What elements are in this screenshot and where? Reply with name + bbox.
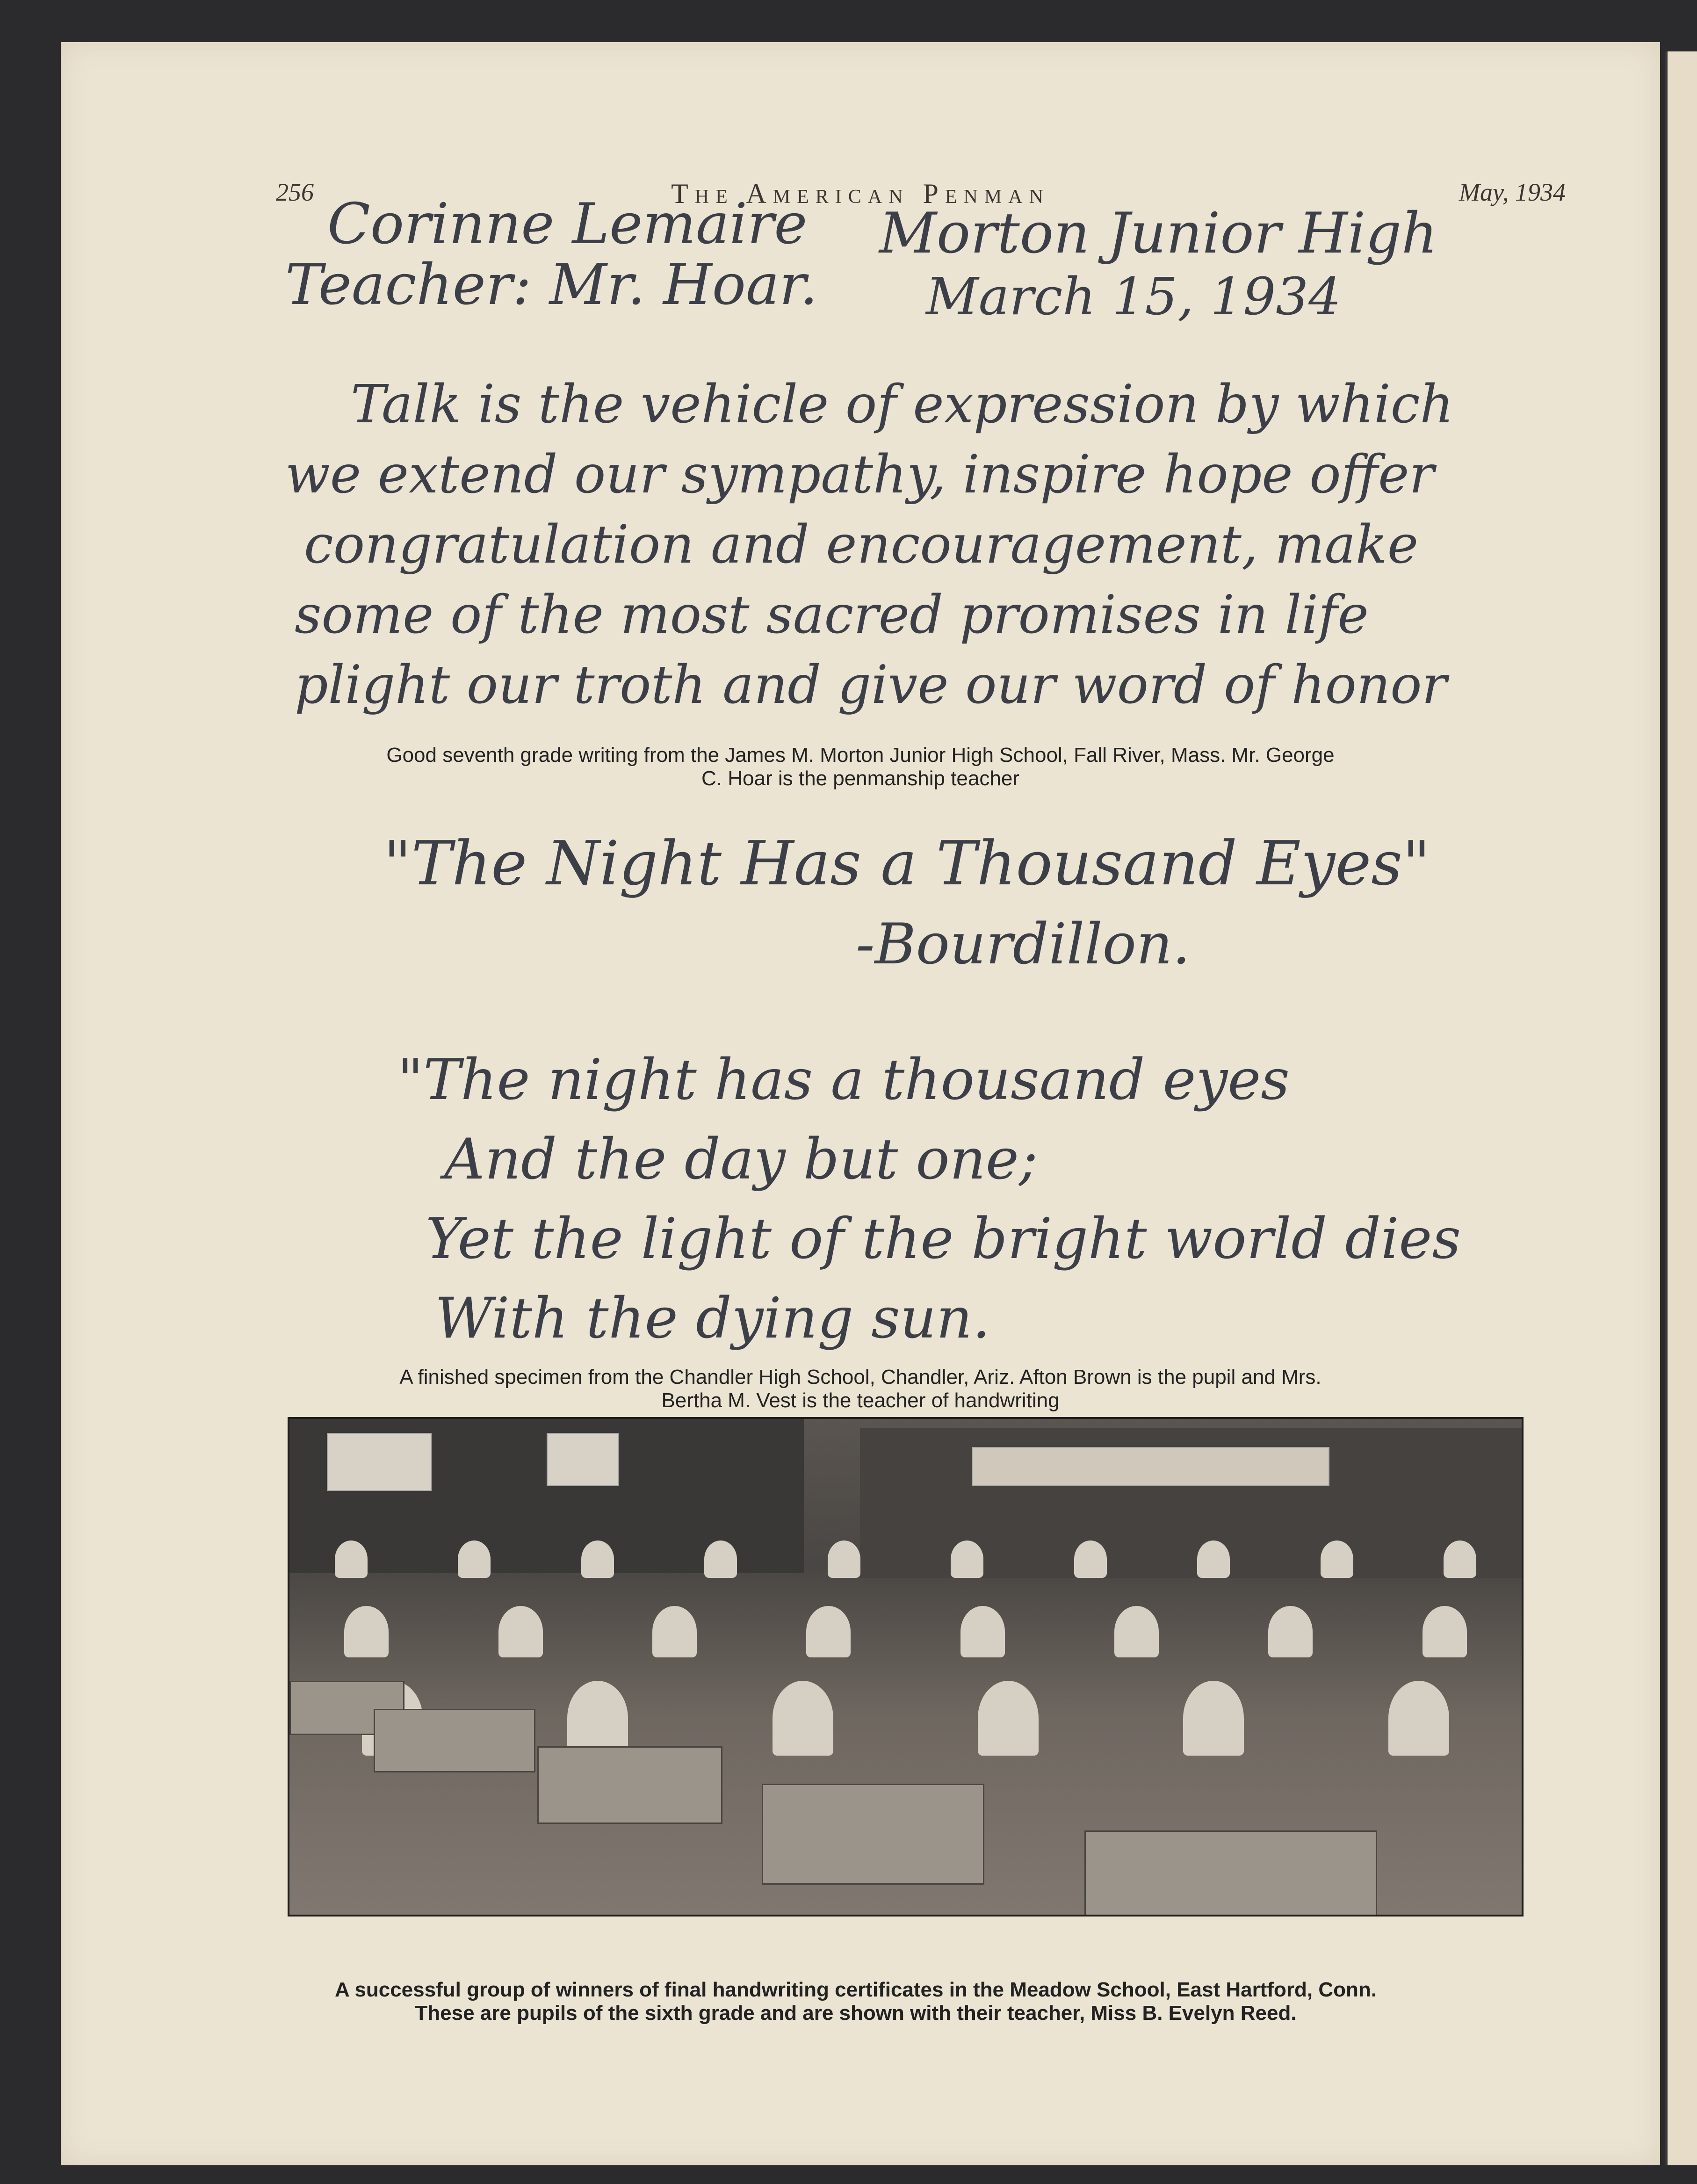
school-name: Morton Junior High bbox=[879, 201, 1438, 266]
pupil bbox=[704, 1540, 737, 1578]
teacher-name: Teacher: Mr. Hoar. bbox=[285, 253, 818, 318]
poem-line: And the day but one; bbox=[444, 1127, 1038, 1192]
specimen1-line: plight our troth and give our word of honor bbox=[295, 655, 1447, 716]
pupil bbox=[344, 1606, 389, 1657]
specimen1-line: some of the most sacred promises in life bbox=[295, 585, 1369, 645]
desk bbox=[762, 1784, 984, 1885]
wall-poster bbox=[547, 1433, 619, 1486]
pupil bbox=[567, 1681, 628, 1756]
pupil bbox=[1423, 1606, 1467, 1657]
pupil bbox=[960, 1606, 1005, 1657]
specimen1-line: we extend our sympathy, inspire hope offer bbox=[285, 444, 1434, 505]
poem-line: With the dying sun. bbox=[435, 1286, 990, 1351]
issue-date: May, 1934 bbox=[1459, 178, 1566, 206]
pupil bbox=[1074, 1540, 1107, 1578]
pupil bbox=[1321, 1540, 1353, 1578]
pupil-row bbox=[289, 1606, 1522, 1657]
pupil bbox=[773, 1681, 833, 1756]
poem-line: "The night has a thousand eyes bbox=[397, 1048, 1290, 1113]
pupil bbox=[828, 1540, 860, 1578]
poem-line: Yet the light of the bright world dies bbox=[426, 1207, 1461, 1272]
magazine-page bbox=[61, 42, 1660, 2165]
desk bbox=[537, 1746, 722, 1824]
pupil bbox=[978, 1681, 1039, 1756]
pupil bbox=[498, 1606, 543, 1657]
pupil bbox=[1197, 1540, 1230, 1578]
pupil bbox=[581, 1540, 614, 1578]
wall-poster bbox=[972, 1447, 1329, 1486]
page-number: 256 bbox=[276, 178, 314, 206]
pupil bbox=[1183, 1681, 1244, 1756]
specimen2-caption bbox=[248, 1366, 1473, 1412]
pupil bbox=[335, 1540, 368, 1578]
caption-line: Bertha M. Vest is the teacher of handwriting bbox=[661, 1389, 1060, 1412]
poem-title: "The Night Has a Thousand Eyes" bbox=[383, 828, 1430, 899]
desk bbox=[374, 1709, 535, 1772]
pupil bbox=[458, 1540, 491, 1578]
caption-line: These are pupils of the sixth grade and are shown with their teacher, Miss B. Evelyn Reed. bbox=[415, 2002, 1297, 2025]
pupil bbox=[1388, 1681, 1449, 1756]
caption-line: A successful group of winners of final handwriting certificates in the Meadow School, East Hartford, Conn. bbox=[335, 1978, 1377, 2001]
specimen1-line: congratulation and encouragement, make bbox=[304, 514, 1419, 575]
pupil bbox=[1444, 1540, 1476, 1578]
specimen1-line: Talk is the vehicle of expression by which bbox=[351, 374, 1454, 435]
pupil bbox=[1268, 1606, 1313, 1657]
pupil bbox=[806, 1606, 851, 1657]
journal-title: The American Penman bbox=[671, 178, 1050, 209]
classroom-photograph bbox=[288, 1417, 1524, 1916]
caption-line: A finished specimen from the Chandler High School, Chandler, Ariz. Afton Brown is the pupil and Mrs. bbox=[399, 1366, 1321, 1389]
wall-poster bbox=[327, 1433, 432, 1491]
pupil bbox=[652, 1606, 697, 1657]
specimen-date: March 15, 1934 bbox=[926, 267, 1342, 326]
caption-line: C. Hoar is the penmanship teacher bbox=[701, 767, 1019, 790]
student-name: Corinne Lemaire bbox=[327, 192, 808, 257]
pupil bbox=[951, 1540, 983, 1578]
poem-author: -Bourdillon. bbox=[856, 912, 1191, 977]
caption-line: Good seventh grade writing from the James M. Morton Junior High School, Fall River, Mass. Mr. George bbox=[386, 744, 1335, 767]
pupil bbox=[1114, 1606, 1159, 1657]
photo-caption bbox=[154, 1978, 1557, 2025]
pupil-row bbox=[289, 1540, 1522, 1578]
desk bbox=[1084, 1830, 1377, 1916]
adjacent-page-edge bbox=[1665, 51, 1697, 2165]
specimen1-caption bbox=[248, 744, 1473, 790]
